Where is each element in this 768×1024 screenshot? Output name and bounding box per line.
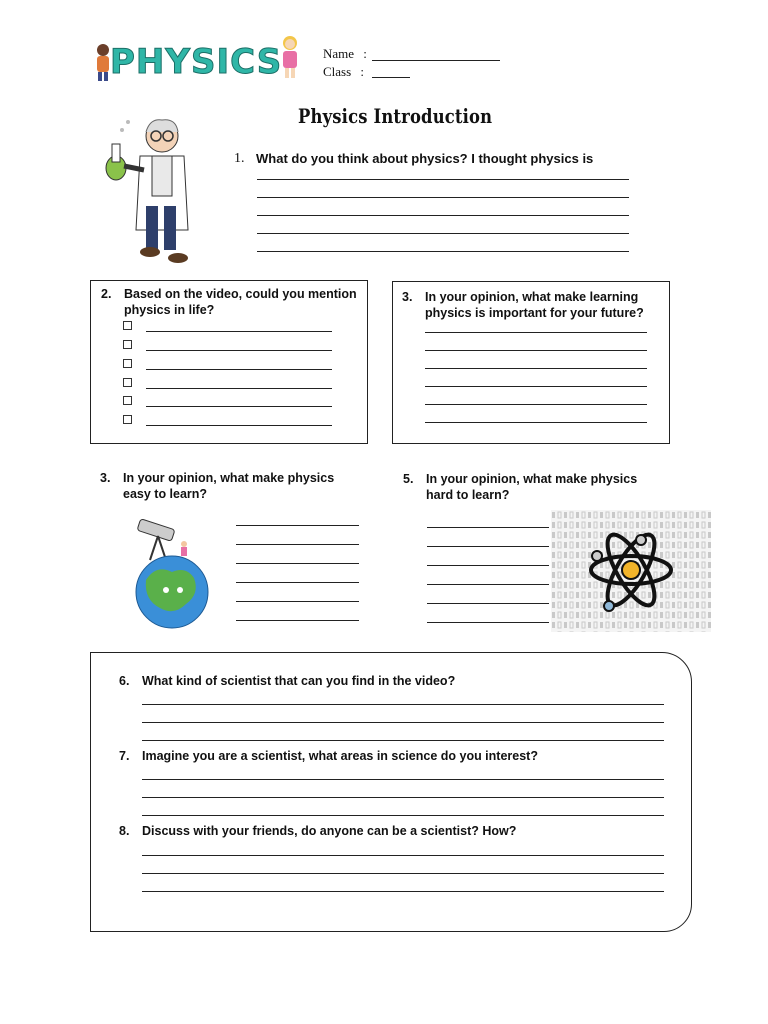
- q1-number: 1.: [234, 151, 245, 166]
- telescope-earth-icon: [130, 516, 220, 634]
- q6-answer-line[interactable]: [142, 704, 664, 705]
- q3a-answer-line[interactable]: [425, 386, 647, 387]
- q6-text: What kind of scientist that can you find in the video?: [142, 674, 456, 688]
- name-label: Name: [323, 46, 355, 61]
- q6-number: 6.: [119, 674, 130, 688]
- q2-checkbox[interactable]: [123, 321, 132, 330]
- q8-answer-line[interactable]: [142, 891, 664, 892]
- q6-answer-line[interactable]: [142, 740, 664, 741]
- q3a-answer-line[interactable]: [425, 350, 647, 351]
- q3b-text-line1: In your opinion, what make physics: [123, 471, 335, 485]
- q3b-answer-line[interactable]: [236, 525, 359, 526]
- q5-answer-line[interactable]: [427, 603, 549, 604]
- class-label-row: [323, 64, 364, 80]
- q2-answer-line[interactable]: [146, 331, 332, 332]
- q7-number: 7.: [119, 749, 130, 763]
- child-right-icon: [278, 34, 302, 80]
- q6-answer-line[interactable]: [142, 722, 664, 723]
- q3b-answer-line[interactable]: [236, 620, 359, 621]
- q1-answer-line[interactable]: [257, 251, 629, 252]
- q5-answer-line[interactable]: [427, 546, 549, 547]
- atom-icon: [551, 510, 711, 632]
- scientist-icon: [100, 110, 200, 270]
- q5-text-line1: In your opinion, what make physics: [426, 472, 638, 486]
- q3b-number: 3.: [100, 471, 111, 485]
- q7-answer-line[interactable]: [142, 815, 664, 816]
- q5-answer-line[interactable]: [427, 565, 549, 566]
- q1-answer-line[interactable]: [257, 233, 629, 234]
- q1-answer-line[interactable]: [257, 197, 629, 198]
- page-title: Physics Introduction: [298, 104, 493, 128]
- q3b-answer-line[interactable]: [236, 582, 359, 583]
- q1-text: What do you think about physics? I thought physics is: [256, 151, 594, 166]
- q2-checkbox[interactable]: [123, 359, 132, 368]
- q5-answer-line[interactable]: [427, 527, 549, 528]
- q5-answer-line[interactable]: [427, 584, 549, 585]
- q8-answer-line[interactable]: [142, 873, 664, 874]
- q3a-text-line1: In your opinion, what make learning: [425, 290, 639, 304]
- q2-answer-line[interactable]: [146, 388, 332, 389]
- q5-text-line2: hard to learn?: [426, 488, 510, 502]
- q1-answer-line[interactable]: [257, 215, 629, 216]
- q2-answer-line[interactable]: [146, 425, 332, 426]
- q5-number: 5.: [403, 472, 414, 486]
- class-sep: :: [360, 64, 365, 79]
- class-field[interactable]: [372, 77, 410, 78]
- q3b-answer-line[interactable]: [236, 563, 359, 564]
- name-field[interactable]: [372, 60, 500, 61]
- q6-8-box: [90, 652, 692, 932]
- q2-checkbox[interactable]: [123, 340, 132, 349]
- physics-logo: [92, 34, 302, 86]
- q2-checkbox[interactable]: [123, 415, 132, 424]
- q2-answer-line[interactable]: [146, 350, 332, 351]
- q2-checkbox[interactable]: [123, 396, 132, 405]
- q2-checkbox[interactable]: [123, 378, 132, 387]
- q3a-answer-line[interactable]: [425, 368, 647, 369]
- q3a-text-line2: physics is important for your future?: [425, 306, 644, 320]
- class-label: Class: [323, 64, 352, 79]
- q1-answer-line[interactable]: [257, 179, 629, 180]
- q2-answer-line[interactable]: [146, 369, 332, 370]
- q3b-text-line2: easy to learn?: [123, 487, 208, 501]
- q3a-number: 3.: [402, 290, 413, 304]
- q2-answer-line[interactable]: [146, 406, 332, 407]
- name-sep: :: [363, 46, 367, 61]
- q8-text: Discuss with your friends, do anyone can be a scientist? How?: [142, 824, 517, 838]
- q7-answer-line[interactable]: [142, 797, 664, 798]
- q3a-answer-line[interactable]: [425, 404, 647, 405]
- q2-text-line2: physics in life?: [124, 303, 215, 317]
- q3a-answer-line[interactable]: [425, 422, 647, 423]
- q2-number: 2.: [101, 287, 112, 301]
- name-label-row: [323, 46, 367, 62]
- q8-answer-line[interactable]: [142, 855, 664, 856]
- q3b-answer-line[interactable]: [236, 544, 359, 545]
- logo-word: PHYSICS: [110, 42, 283, 82]
- q5-answer-line[interactable]: [427, 622, 549, 623]
- q7-text: Imagine you are a scientist, what areas in science do you interest?: [142, 749, 538, 763]
- q3b-answer-line[interactable]: [236, 601, 359, 602]
- q3a-answer-line[interactable]: [425, 332, 647, 333]
- q2-text-line1: Based on the video, could you mention: [124, 287, 357, 301]
- q8-number: 8.: [119, 824, 130, 838]
- q7-answer-line[interactable]: [142, 779, 664, 780]
